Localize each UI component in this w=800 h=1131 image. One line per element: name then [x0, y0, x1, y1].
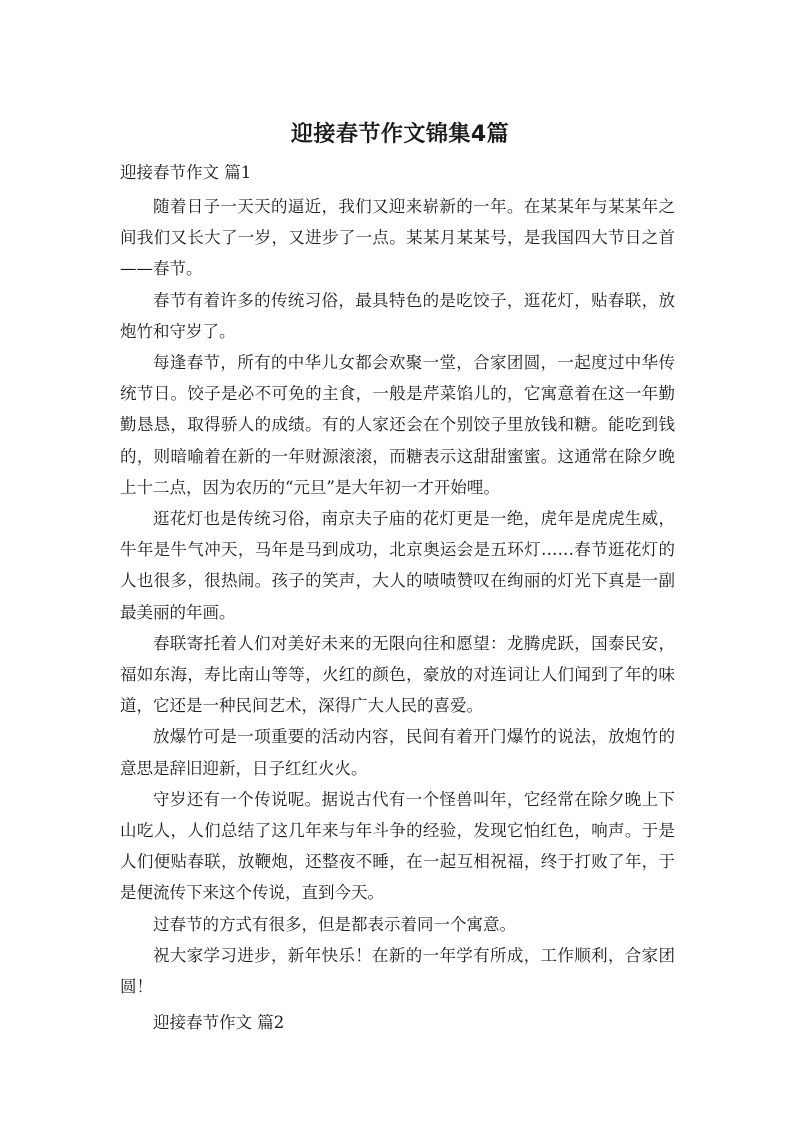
paragraph: 每逢春节，所有的中华儿女都会欢聚一堂，合家团圆，一起度过中华传统节日。饺子是必不可免的主食，一般是芹菜馅儿的，它寓意着在这一年勤勤恳恳，取得骄人的成绩。有的人家还会在个别饺子里放钱和糖。能吃到钱的，则暗喻着在新的一年财源滚滚，而糖表示这甜甜蜜蜜。这通常在除夕晚上十二点，因为农历的“元旦”是大年初一才开始哩。: [120, 353, 675, 497]
paragraph: 随着日子一天天的逼近，我们又迎来崭新的一年。在某某年与某某年之间我们又长大了一岁，又进步了一点。某某月某某号，是我国四大节日之首——春节。: [120, 197, 675, 279]
paragraph: 过春节的方式有很多，但是都表示着同一个寓意。: [153, 914, 516, 934]
paragraph: 祝大家学习进步，新年快乐！在新的一年学有所成，工作顺利，合家团圆！: [120, 945, 675, 997]
paragraph: 放爆竹可是一项重要的活动内容，民间有着开门爆竹的说法，放炮竹的意思是辞旧迎新，日子红红火火。: [120, 727, 675, 778]
paragraph: 春节有着许多的传统习俗，最具特色的是吃饺子，逛花灯，贴春联，放炮竹和守岁了。: [120, 290, 675, 341]
paragraph: 守岁还有一个传说呢。据说古代有一个怪兽叫年，它经常在除夕晚上下山吃人，人们总结了这几年来与年斗争的经验，发现它怕红色，响声。于是人们便贴春联，放鞭炮，还整夜不睡，在一起互相祝福，终于打败了年，于是便流传下来这个传说，直到今天。: [120, 789, 675, 903]
section-heading-2: 迎接春节作文 篇2: [153, 1013, 285, 1032]
section-heading-1: 迎接春节作文 篇1: [120, 163, 252, 182]
document-title: 迎接春节作文锦集4篇: [290, 122, 510, 147]
paragraph: 春联寄托着人们对美好未来的无限向往和愿望：龙腾虎跃，国泰民安，福如东海，寿比南山等等，火红的颜色，豪放的对连词让人们闻到了年的味道，它还是一种民间艺术，深得广大人民的喜爱。: [120, 633, 675, 716]
paragraph: 逛花灯也是传统习俗，南京夫子庙的花灯更是一绝，虎年是虎虎生威，牛年是牛气冲天，马年是马到成功，北京奥运会是五环灯……春节逛花灯的人也很多，很热闹。孩子的笑声，大人的啧啧赞叹在绚丽的灯光下真是一副最美丽的年画。: [120, 509, 675, 622]
essay-body: [120, 191, 675, 1002]
